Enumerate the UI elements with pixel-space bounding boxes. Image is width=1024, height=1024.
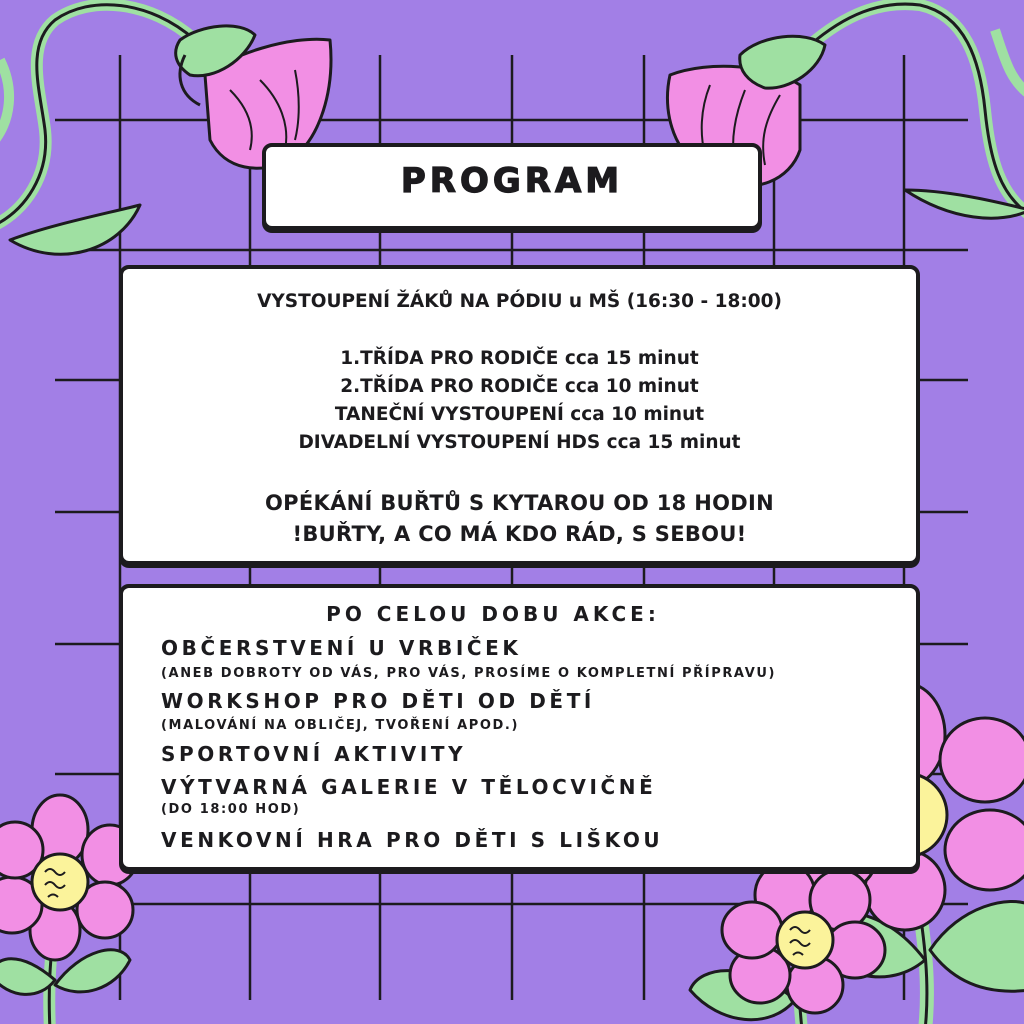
bottom-center-flower-illustration bbox=[690, 863, 885, 1024]
title-box bbox=[262, 143, 762, 230]
page-title: PROGRAM bbox=[400, 161, 624, 201]
performance-item: DIVADELNÍ VYSTOUPENÍ HDS cca 15 minut bbox=[298, 432, 741, 453]
gallery-note: (DO 18:00 HOD) bbox=[161, 802, 301, 817]
bbq-note: !BUŘTY, A CO MÁ KDO RÁD, S SEBOU! bbox=[292, 522, 747, 546]
workshop-note: (MALOVÁNÍ NA OBLIČEJ, TVOŘENÍ APOD.) bbox=[161, 718, 520, 733]
bottom-left-flower-illustration bbox=[0, 795, 138, 1024]
performance-heading: VYSTOUPENÍ ŽÁKŮ NA PÓDIU u MŠ (16:30 - 18:00) bbox=[257, 291, 782, 312]
all-day-heading: PO CELOU DOBU AKCE: bbox=[326, 602, 660, 626]
sports-item: SPORTOVNÍ AKTIVITY bbox=[161, 742, 467, 766]
outdoor-game-item: VENKOVNÍ HRA PRO DĚTI S LIŠKOU bbox=[161, 828, 664, 852]
performance-panel bbox=[119, 265, 920, 565]
performance-item: 2.TŘÍDA PRO RODIČE cca 10 minut bbox=[340, 376, 699, 397]
bbq-line: OPÉKÁNÍ BUŘTŮ S KYTAROU OD 18 HODIN bbox=[265, 491, 774, 515]
refreshments-item: OBČERSTVENÍ U VRBIČEK bbox=[161, 636, 522, 660]
performance-item: 1.TŘÍDA PRO RODIČE cca 15 minut bbox=[340, 348, 699, 369]
gallery-item: VÝTVARNÁ GALERIE V TĚLOCVIČNĚ bbox=[161, 775, 657, 799]
refreshments-note: (ANEB DOBROTY OD VÁS, PRO VÁS, PROSÍME O KOMPLETNÍ PŘÍPRAVU) bbox=[161, 666, 777, 681]
workshop-item: WORKSHOP PRO DĚTI OD DĚTÍ bbox=[161, 689, 595, 713]
performance-item: TANEČNÍ VYSTOUPENÍ cca 10 minut bbox=[334, 404, 705, 425]
all-day-panel bbox=[119, 584, 920, 871]
